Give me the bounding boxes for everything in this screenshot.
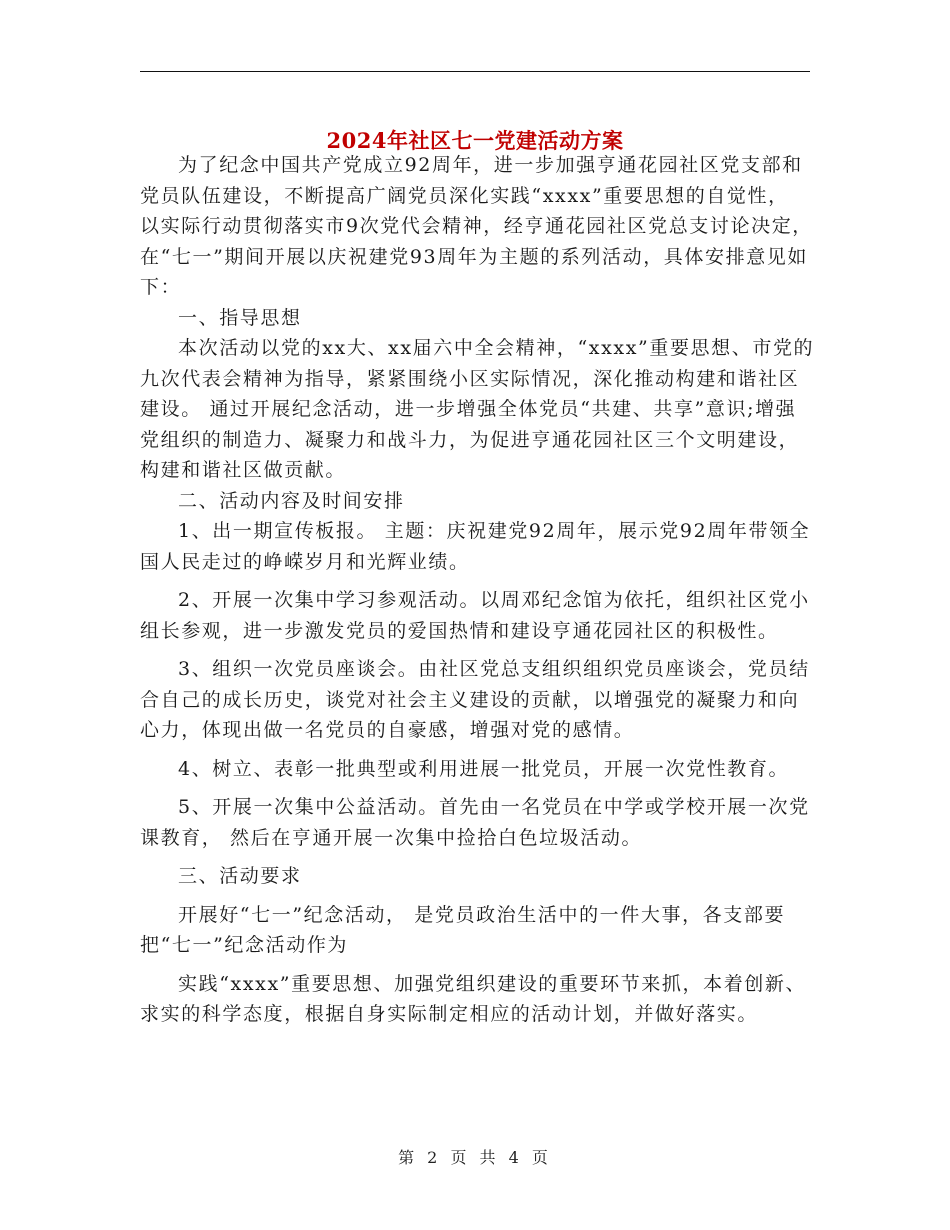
document-title: 2024年社区七一党建活动方案 <box>326 128 624 154</box>
activity-item-1: 1、出一期宣传板报。 主题：庆祝建党92周年，展示党92周年带领全国人民走过的峥嵘岁月和光辉业绩。 <box>140 520 811 573</box>
activity-item-5: 5、开展一次集中公益活动。首先由一名党员在中学或学校开展一次党课教育， 然后在亨通开展一次集中捡拾白色垃圾活动。 <box>140 796 810 849</box>
requirements-paragraph-2: 实践“xxxx”重要思想、加强党组织建设的重要环节来抓，本着创新、求实的科学态度，根据自身实际制定相应的活动计划，并做好落实。 <box>140 972 807 1025</box>
requirements-paragraph-1: 开展好“七一”纪念活动， 是党员政治生活中的一件大事，各支部要把“七一”纪念活动作为 <box>140 903 786 956</box>
guiding-thought-paragraph: 本次活动以党的xx大、xx届六中全会精神，“xxxx”重要思想、市党的九次代表会精神为指导，紧紧围绕小区实际情况，深化推动构建和谐社区建设。 通过开展纪念活动，进一步增强全体党员“共建、共享”意识;增强党组织的制造力、凝聚力和战斗力，为促进亨通花园社区三个文明建设，构建和谐社区做贡献。 <box>140 337 815 481</box>
activity-item-2: 2、开展一次集中学习参观活动。以周邓纪念馆为依托，组织社区党小组长参观，进一步激发党员的爱国热情和建设亨通花园社区的积极性。 <box>140 589 810 642</box>
page-number-footer: 第 2 页 共 4 页 <box>398 1148 552 1167</box>
header-rule <box>140 71 810 72</box>
intro-paragraph: 为了纪念中国共产党成立92周年，进一步加强亨通花园社区党支部和党员队伍建设，不断提高广阔党员深化实践“xxxx”重要思想的自觉性， 以实际行动贯彻落实市9次党代会精神，经亨通花园社区党总支讨论决定，在“七一”期间开展以庆祝建党93周年为主题的系列活动，具体安排意见如下： <box>140 154 813 298</box>
activity-item-3: 3、组织一次党员座谈会。由社区党总支组织组织党员座谈会，党员结合自己的成长历史，谈党对社会主义建设的贡献，以增强党的凝聚力和向心力，体现出做一名党员的自豪感，增强对党的感情。 <box>140 658 810 741</box>
section-heading-guiding-thought: 一、指导思想 <box>178 306 302 329</box>
activity-item-4: 4、树立、表彰一批典型或利用进展一批党员，开展一次党性教育。 <box>178 757 790 780</box>
document-body <box>140 150 815 1030</box>
section-heading-requirements: 三、活动要求 <box>178 865 302 887</box>
section-heading-activities: 二、活动内容及时间安排 <box>178 489 405 512</box>
